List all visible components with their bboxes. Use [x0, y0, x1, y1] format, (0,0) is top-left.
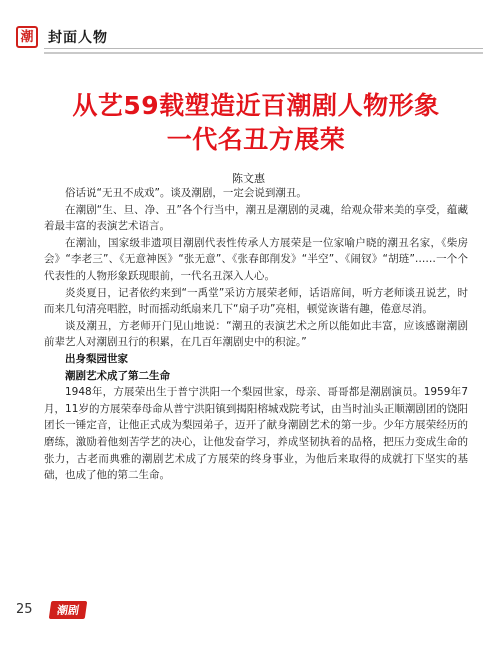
paragraph: 谈及潮丑，方老师开门见山地说：“潮丑的表演艺术之所以能如此丰富，应该感谢潮剧前辈艺人对潮剧丑行的积累，在几百年潮剧史中的积淀。” — [44, 319, 468, 349]
paragraph: 在潮汕，国家级非遗项目潮剧代表性传承人方展荣是一位家喻户晓的潮丑名家，《柴房会》“李老三”、《无意神医》“张无意”、《张春郎削发》“半空”、《闹钗》“胡琏”……一个个代表性的人物形象跃现眼前，一代名丑深入人心。 — [44, 236, 468, 282]
article-title-line1: 从艺59载塑造近百潮剧人物形象 — [72, 91, 440, 120]
article-title-line2: 一代名丑方展荣 — [166, 125, 346, 154]
magazine-seal-logo — [16, 26, 38, 48]
paragraph: 1948年，方展荣出生于普宁洪阳一个梨园世家，母亲、哥哥都是潮剧演员。1959年7月，11岁的方展荣奉母命从普宁洪阳镇到揭阳榕城戏院考试，由当时汕头正顺潮剧团的饶阳团长一锤定音，让他正式成为梨园弟子，迈开了献身潮剧艺术的第一步。少年方展荣经历的磨练，激励着他刻苦学艺的决心，让他发奋学习，养成坚韧执着的品格，把压力变成生命的张力，古老而典雅的潮剧艺术成了方展荣的终身事业，为他后来取得的成就打下坚实的基础，也成了他的第二生命。 — [44, 386, 468, 482]
article-author: 陈文惠 — [232, 172, 265, 185]
article-body — [44, 185, 468, 484]
paragraph: 俗话说“无丑不成戏”。谈及潮剧，一定会说到潮丑。 — [65, 187, 307, 199]
section-title: 封面人物 — [48, 30, 108, 46]
header-divider-secondary — [44, 52, 483, 54]
paragraph: 在潮剧“生、旦、净、丑”各个行当中，潮丑是潮剧的灵魂，给观众带来美的享受，蕴藏着最丰富的表演艺术语言。 — [44, 203, 468, 233]
header-divider — [44, 48, 483, 49]
magazine-footer-logo — [49, 601, 88, 619]
seal-text: 潮 — [20, 29, 34, 45]
page-number: 25 — [16, 602, 33, 617]
paragraph: 炎炎夏日，记者依约来到“一禹堂”采访方展荣老师，话语席间，听方老师谈丑说艺，时而来几句清亮唱腔，时而摇动纸扇来几下“扇子功”亮相，顿觉诙谐有趣，倦意尽消。 — [44, 286, 468, 316]
footer-logo-text: 潮剧 — [56, 604, 80, 617]
subheading: 出身梨园世家 — [65, 352, 128, 365]
subheading: 潮剧艺术成了第二生命 — [65, 369, 170, 382]
